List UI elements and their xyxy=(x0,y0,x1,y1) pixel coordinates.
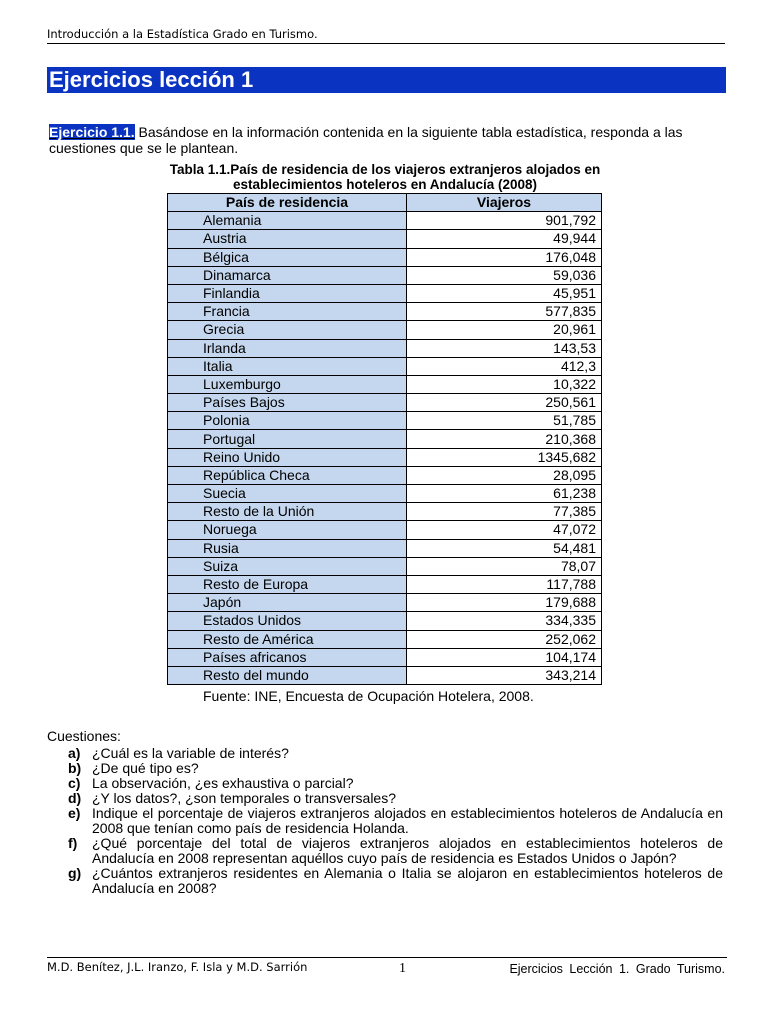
country-cell: Noruega xyxy=(168,521,407,539)
question-item xyxy=(68,806,723,836)
question-label: b) xyxy=(68,760,82,776)
question-label: d) xyxy=(68,790,82,806)
table-caption: Tabla 1.1.País de residencia de los viajeros extranjeros alojados en establecimientos hoteleros en Andalucía (2008) xyxy=(169,162,601,192)
question-label: c) xyxy=(68,775,81,791)
travelers-cell: 77,385 xyxy=(407,503,602,521)
travelers-cell: 334,335 xyxy=(407,612,602,630)
question-label: f) xyxy=(68,835,78,851)
country-cell: Países africanos xyxy=(168,648,407,666)
country-cell: Estados Unidos xyxy=(168,612,407,630)
question-label: e) xyxy=(68,805,81,821)
table-row xyxy=(168,666,602,684)
travelers-cell: 104,174 xyxy=(407,648,602,666)
travelers-cell: 54,481 xyxy=(407,539,602,557)
table-row xyxy=(168,485,602,503)
country-cell: Austria xyxy=(168,230,407,248)
question-item xyxy=(68,866,723,896)
country-cell: Países Bajos xyxy=(168,394,407,412)
country-cell: Rusia xyxy=(168,539,407,557)
questions-list xyxy=(68,746,723,896)
country-cell: Irlanda xyxy=(168,339,407,357)
table-row xyxy=(168,630,602,648)
table-row xyxy=(168,303,602,321)
table-row xyxy=(168,648,602,666)
question-label: g) xyxy=(68,865,82,881)
travelers-cell: 28,095 xyxy=(407,466,602,484)
travelers-cell: 117,788 xyxy=(407,575,602,593)
travelers-cell: 61,238 xyxy=(407,485,602,503)
table-row xyxy=(168,339,602,357)
country-cell: Grecia xyxy=(168,321,407,339)
exercise-text: Basándose en la información contenida en la siguiente tabla estadística, responda a las cuestiones que se le plantean. xyxy=(49,124,683,156)
question-item xyxy=(68,791,723,806)
country-cell: Portugal xyxy=(168,430,407,448)
table-row xyxy=(168,539,602,557)
question-text: ¿Cuántos extranjeros residentes en Alemania o Italia se alojaron en establecimientos hoteleros de Andalucía en 2008? xyxy=(92,865,723,896)
table-row xyxy=(168,575,602,593)
travelers-cell: 343,214 xyxy=(407,666,602,684)
question-text: ¿De qué tipo es? xyxy=(92,760,199,776)
country-cell: Suiza xyxy=(168,557,407,575)
country-cell: Polonia xyxy=(168,412,407,430)
country-cell: Bélgica xyxy=(168,248,407,266)
country-cell: Resto del mundo xyxy=(168,666,407,684)
table-row xyxy=(168,375,602,393)
country-cell: Resto de América xyxy=(168,630,407,648)
travelers-cell: 1345,682 xyxy=(407,448,602,466)
table-row xyxy=(168,321,602,339)
table-row xyxy=(168,557,602,575)
travelers-cell: 51,785 xyxy=(407,412,602,430)
footer-authors: M.D. Benítez, J.L. Iranzo, F. Isla y M.D. Sarrión xyxy=(47,960,308,974)
question-text: ¿Cuál es la variable de interés? xyxy=(92,745,289,761)
travelers-cell: 252,062 xyxy=(407,630,602,648)
country-cell: Resto de la Unión xyxy=(168,503,407,521)
travelers-cell: 577,835 xyxy=(407,303,602,321)
question-item xyxy=(68,761,723,776)
travelers-cell: 45,951 xyxy=(407,284,602,302)
table-row xyxy=(168,394,602,412)
table-row xyxy=(168,430,602,448)
question-text: La observación, ¿es exhaustiva o parcial? xyxy=(92,775,354,791)
travelers-cell: 78,07 xyxy=(407,557,602,575)
question-text: ¿Qué porcentaje del total de viajeros extranjeros alojados en establecimientos hoteleros de Andalucía en 2008 representan aquéllos cuyo país de residencia es Estados Unidos o Japón? xyxy=(92,835,723,866)
table-row xyxy=(168,212,602,230)
travelers-cell: 210,368 xyxy=(407,430,602,448)
table-row xyxy=(168,448,602,466)
question-text: Indique el porcentaje de viajeros extranjeros alojados en establecimientos hoteleros de Andalucía en 2008 que tenían como país de residencia Holanda. xyxy=(92,805,723,836)
exercise-label-text: Ejercicio 1.1. xyxy=(49,124,135,140)
questions-heading: Cuestiones: xyxy=(47,728,121,744)
column-header: País de residencia xyxy=(168,194,407,212)
table-row xyxy=(168,521,602,539)
table-row xyxy=(168,248,602,266)
travelers-cell: 59,036 xyxy=(407,266,602,284)
table-row xyxy=(168,466,602,484)
table-row xyxy=(168,266,602,284)
table-row xyxy=(168,594,602,612)
table-body xyxy=(168,212,602,685)
country-cell: Resto de Europa xyxy=(168,575,407,593)
page-title: Ejercicios lección 1 xyxy=(47,67,726,93)
country-cell: Finlandia xyxy=(168,284,407,302)
travelers-cell: 10,322 xyxy=(407,375,602,393)
country-cell: Japón xyxy=(168,594,407,612)
page-number: 1 xyxy=(399,961,406,976)
travelers-cell: 176,048 xyxy=(407,248,602,266)
travelers-cell: 20,961 xyxy=(407,321,602,339)
table-source: Fuente: INE, Encuesta de Ocupación Hotelera, 2008. xyxy=(203,688,534,704)
footer-divider xyxy=(47,957,727,958)
question-label: a) xyxy=(68,745,81,761)
page-header: Introducción a la Estadística Grado en Turismo. xyxy=(47,27,725,44)
table-row xyxy=(168,503,602,521)
exercise-intro xyxy=(49,124,725,156)
table-row xyxy=(168,284,602,302)
country-cell: República Checa xyxy=(168,466,407,484)
travelers-cell: 143,53 xyxy=(407,339,602,357)
travelers-cell: 179,688 xyxy=(407,594,602,612)
travelers-cell: 49,944 xyxy=(407,230,602,248)
question-text: ¿Y los datos?, ¿son temporales o transversales? xyxy=(92,790,397,806)
travelers-cell: 250,561 xyxy=(407,394,602,412)
country-cell: Francia xyxy=(168,303,407,321)
country-cell: Italia xyxy=(168,357,407,375)
country-cell: Suecia xyxy=(168,485,407,503)
exercise-label xyxy=(49,124,135,140)
table-row xyxy=(168,612,602,630)
country-cell: Alemania xyxy=(168,212,407,230)
table-row xyxy=(168,412,602,430)
travelers-cell: 412,3 xyxy=(407,357,602,375)
column-header: Viajeros xyxy=(407,194,602,212)
travelers-cell: 901,792 xyxy=(407,212,602,230)
country-cell: Reino Unido xyxy=(168,448,407,466)
footer-course: Ejercicios Lección 1. Grado Turismo. xyxy=(509,962,725,976)
country-cell: Luxemburgo xyxy=(168,375,407,393)
question-item xyxy=(68,776,723,791)
data-table xyxy=(167,193,602,685)
table-row xyxy=(168,230,602,248)
table-row xyxy=(168,357,602,375)
table-header-row xyxy=(168,194,602,212)
question-item xyxy=(68,836,723,866)
question-item xyxy=(68,746,723,761)
country-cell: Dinamarca xyxy=(168,266,407,284)
travelers-cell: 47,072 xyxy=(407,521,602,539)
